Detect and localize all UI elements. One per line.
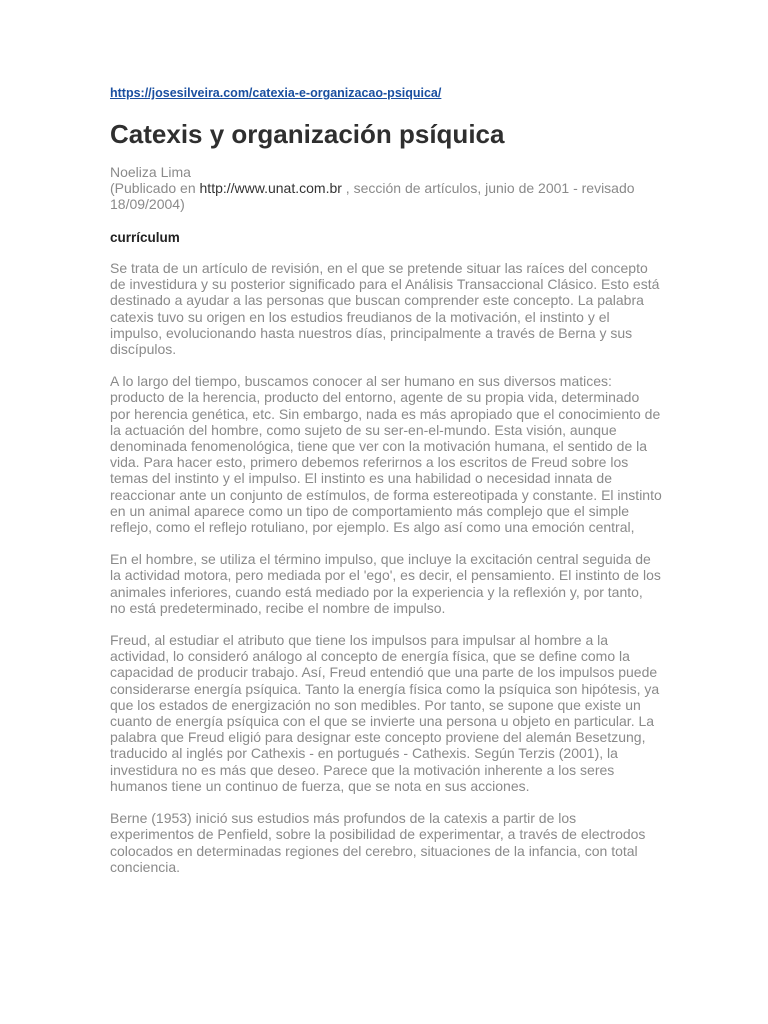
paragraph-3: En el hombre, se utiliza el término impulso, que incluye la excitación central seguida de la actividad motora, pero mediada por el 'ego', es decir, el pensamiento. El instinto de los animales inferiores, cuando está mediado por la experiencia y la reflexión y, por tanto, no está predeterminado, recibe el nombre de impulso. <box>110 551 661 616</box>
source-url-link[interactable]: https://josesilveira.com/catexia-e-organizacao-psiquica/ <box>110 86 442 100</box>
paragraph-4: Freud, al estudiar el atributo que tiene los impulsos para impulsar al hombre a la actividad, lo consideró análogo al concepto de energía física, que se define como la capacidad de producir trabajo. Así, Freud entendió que una parte de los impulsos puede considerarse energía psíquica. Tanto la energía física como la psíquica son hipótesis, ya que los estados de energización no son medibles. Por tanto, se supone que existe un cuanto de energía psíquica con el que se invierte una persona u objeto en particular. La palabra que Freud eligió para designar este concepto proviene del alemán Besetzung, traducido al inglés por Cathexis - en portugués - Cathexis. Según Terzis (2001), la investidura no es más que deseo. Parece que la motivación inherente a los seres humanos tiene un continuo de fuerza, que se nota en sus acciones. <box>110 632 660 794</box>
article-content <box>110 86 662 891</box>
paragraph-1: Se trata de un artículo de revisión, en el que se pretende situar las raíces del concepto de investidura y su posterior significado para el Análisis Transaccional Clásico. Esto está destinado a ayudar a las personas que buscan comprender este concepto. La palabra catexis tuvo su origen en los estudios freudianos de la motivación, el instinto y el impulso, evolucionando hasta nuestros días, principalmente a través de Berna y sus discípulos. <box>110 260 660 358</box>
author-name: Noeliza Lima <box>110 164 191 180</box>
paragraph-5: Berne (1953) inició sus estudios más profundos de la catexis a partir de los experimentos de Penfield, sobre la posibilidad de experimentar, a través de electrodos colocados en determinadas regiones del cerebro, situaciones de la infancia, con total conciencia. <box>110 810 646 875</box>
published-prefix: (Publicado en <box>110 180 200 196</box>
published-suffix: , sección de artículos, junio de 2001 - revisado 18/09/2004) <box>110 180 635 212</box>
paragraph-2: A lo largo del tiempo, buscamos conocer al ser humano en sus diversos matices: producto de la herencia, producto del entorno, agente de su propia vida, determinado por herencia genética, etc. Sin embargo, nada es más apropiado que el conocimiento de la actuación del hombre, como sujeto de su ser-en-el-mundo. Esta visión, aunque denominada fenomenológica, tiene que ver con la motivación humana, el sentido de la vida. Para hacer esto, primero debemos referirnos a los escritos de Freud sobre los temas del instinto y el impulso. El instinto es una habilidad o necesidad innata de reaccionar ante un conjunto de estímulos, de forma estereotipada y constante. El instinto en un animal aparece como un tipo de comportamiento más complejo que el simple reflejo, como el reflejo rotuliano, por ejemplo. Es algo así como una emoción central, <box>110 373 662 536</box>
section-heading: currículum <box>110 230 180 245</box>
article-meta <box>110 164 662 212</box>
article-title: Catexis y organización psíquica <box>110 119 505 149</box>
published-site: http://www.unat.com.br <box>199 180 342 196</box>
